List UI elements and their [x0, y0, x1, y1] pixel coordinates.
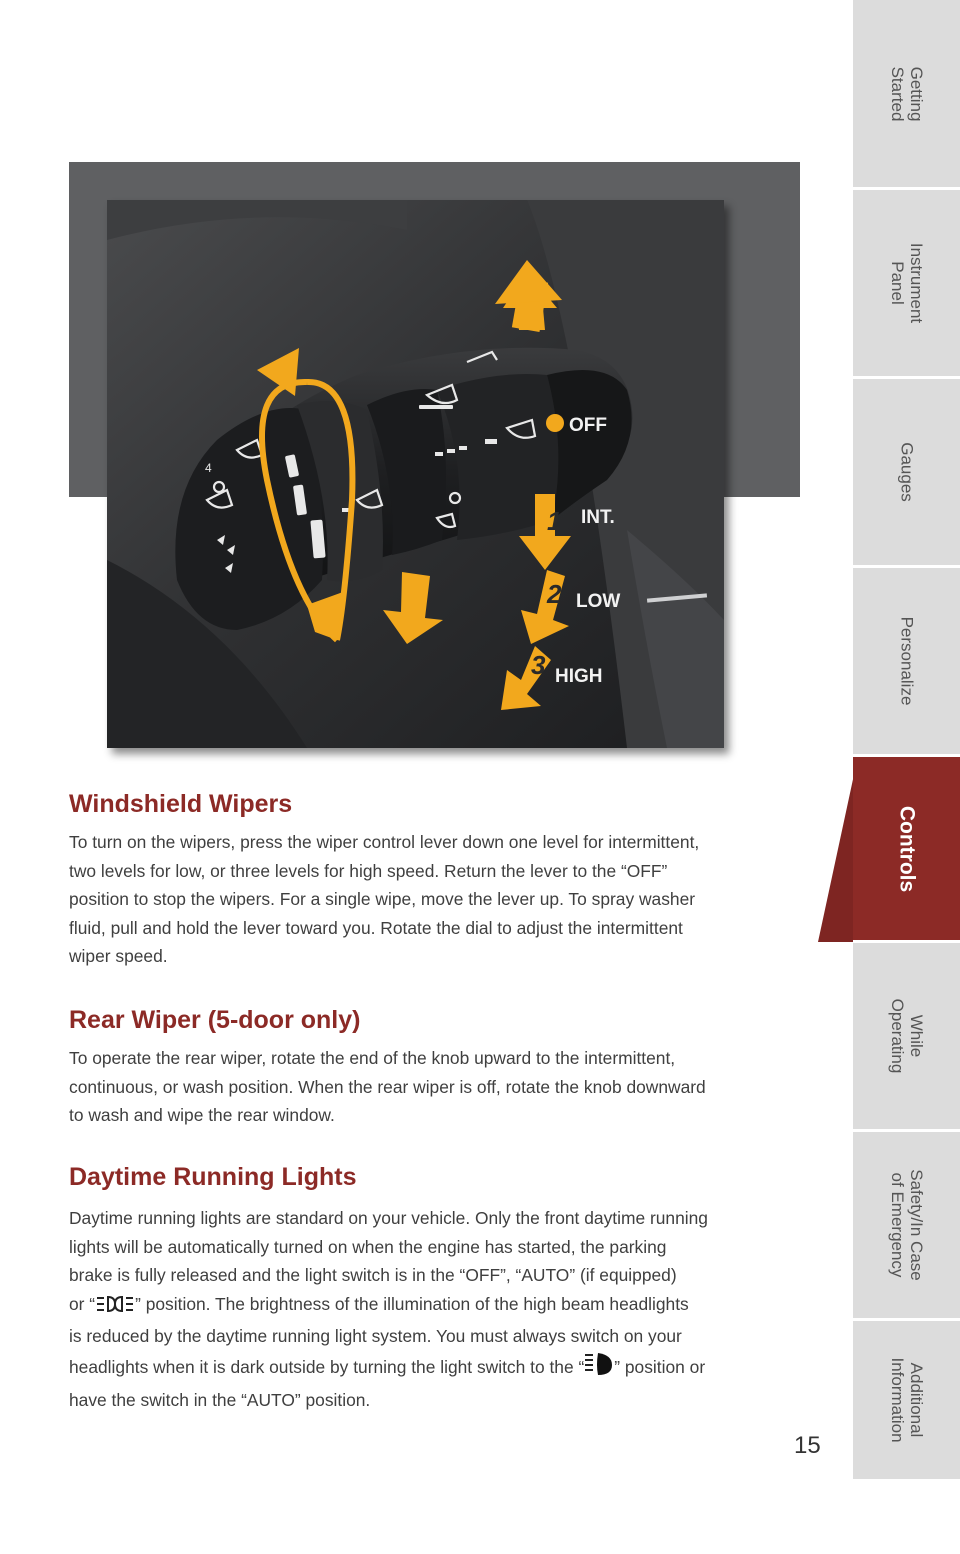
text-line: to wash and wipe the rear window. [69, 1105, 335, 1126]
text-line: brake is fully released and the light switch is in the “OFF”, “AUTO” (if equipped) [69, 1265, 677, 1286]
text-line [69, 1351, 804, 1386]
text-line: continuous, or wash position. When the rear wiper is off, rotate the knob downward [69, 1076, 706, 1097]
tab-instrument-panel[interactable] [853, 190, 960, 379]
label-off: OFF [569, 415, 607, 436]
tab-label: Controls [895, 805, 918, 892]
number-3: 3 [531, 650, 546, 680]
number-1: 1 [547, 506, 562, 536]
text-line: Daytime running lights are standard on your vehicle. Only the front daytime running [69, 1208, 708, 1228]
tab-gauges[interactable] [853, 379, 960, 568]
tab-label: Gauges [897, 442, 916, 502]
heading-windshield-wipers: Windshield Wipers [69, 790, 293, 818]
number-2: 2 [547, 579, 562, 609]
page-number: 15 [794, 1432, 821, 1459]
tab-additional-information[interactable] [853, 1321, 960, 1482]
tab-label: Additional Information [887, 1357, 926, 1443]
tab-label: Getting Started [887, 66, 926, 121]
svg-text:4: 4 [205, 461, 212, 475]
text-fragment: ” position or [614, 1356, 706, 1377]
label-low: LOW [576, 591, 621, 612]
text-line: To turn on the wipers, press the wiper control lever down one level for intermittent, [69, 832, 700, 852]
tab-while-operating[interactable] [853, 943, 960, 1132]
text-fragment: or “ [69, 1293, 96, 1314]
tab-label: Instrument Panel [887, 242, 926, 324]
off-dot-icon [546, 414, 564, 432]
section-tabs [853, 0, 960, 1554]
text-fragment: ” position. The brightness of the illumination of the high beam headlights [135, 1293, 689, 1314]
text-line: have the switch in the “AUTO” position. [69, 1389, 371, 1410]
tab-personalize[interactable] [853, 568, 960, 757]
tab-safety-emergency[interactable] [853, 1132, 960, 1321]
text-line: wiper speed. [69, 946, 168, 967]
paragraph-daytime-running-lights [69, 1204, 804, 1414]
paragraph-rear-wiper [69, 1044, 804, 1130]
text-line: lights will be automatically turned on when the engine has started, the parking [69, 1236, 667, 1257]
tab-label: Safety/In Case of Emergency [887, 1169, 926, 1281]
tab-label: While Operating [887, 998, 926, 1074]
tab-label: Personalize [897, 616, 916, 706]
tab-getting-started[interactable] [853, 0, 960, 190]
text-line [69, 1290, 804, 1323]
active-tab-notch [818, 756, 858, 942]
heading-daytime-running-lights: Daytime Running Lights [69, 1163, 357, 1191]
tab-controls[interactable] [853, 757, 960, 943]
heading-rear-wiper: Rear Wiper (5-door only) [69, 1006, 361, 1034]
label-int: INT. [581, 507, 615, 528]
text-line: is reduced by the daytime running light system. You must always switch on your [69, 1326, 682, 1347]
text-line: two levels for low, or three levels for high speed. Return the lever to the “OFF” [69, 860, 668, 881]
wiper-lever-photo [107, 200, 724, 748]
text-line: fluid, pull and hold the lever toward you. Rotate the dial to adjust the intermittent [69, 917, 683, 938]
text-fragment: headlights when it is dark outside by turning the light switch to the “ [69, 1356, 585, 1377]
paragraph-windshield-wipers [69, 828, 804, 971]
text-line: To operate the rear wiper, rotate the end of the knob upward to the intermittent, [69, 1048, 676, 1068]
label-high: HIGH [555, 666, 603, 687]
text-line: position to stop the wipers. For a single wipe, move the lever up. To spray washer [69, 889, 696, 910]
headlight-icon [584, 1351, 614, 1386]
wiper-lever-illustration [107, 200, 724, 748]
parking-lights-icon [95, 1294, 135, 1323]
